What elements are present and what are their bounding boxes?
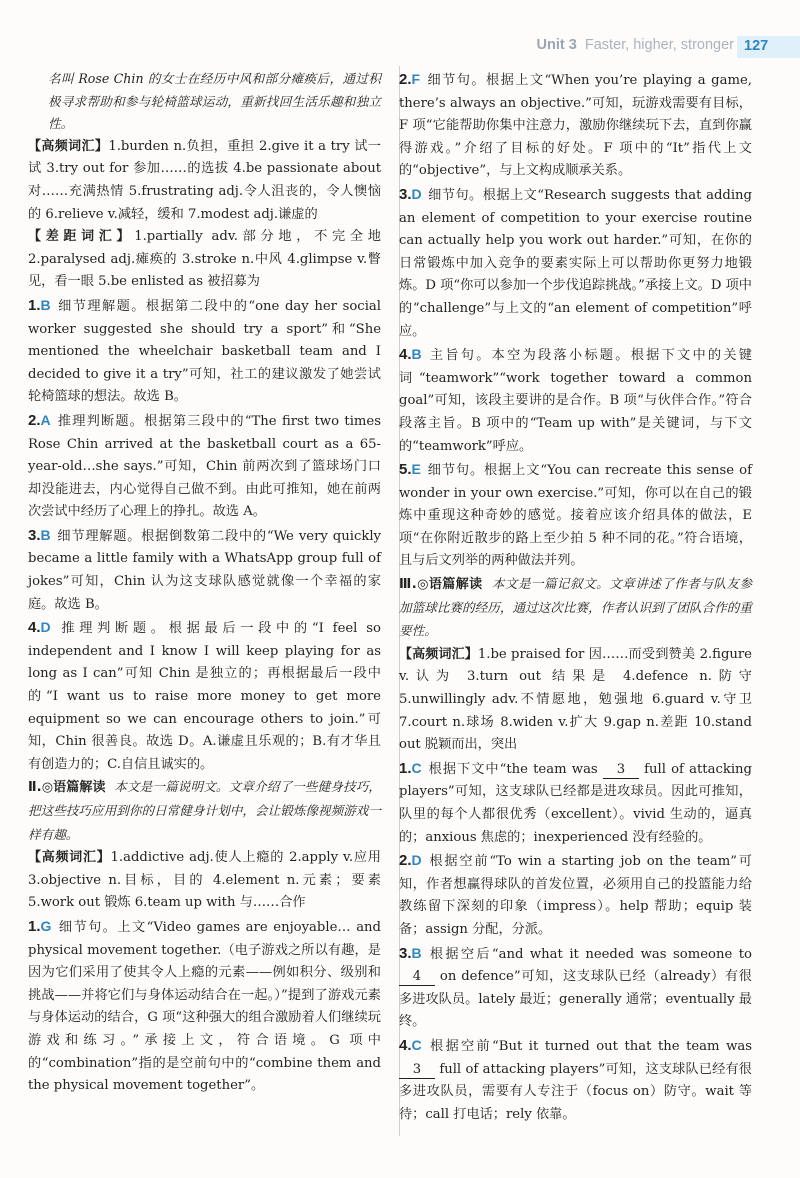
answer-letter: B <box>40 296 51 313</box>
question-number: 3. <box>399 944 412 962</box>
unit-subtitle: Faster, higher, stronger <box>584 37 734 53</box>
question-number: 4. <box>28 619 41 637</box>
question-number: 4. <box>399 1036 412 1054</box>
answer-item <box>28 915 381 1098</box>
answer-item <box>28 616 381 776</box>
answer-item <box>399 757 752 849</box>
answer-explanation: 主旨句。本空为段落小标题。根据下文中的关键词“teamwork”“work together toward a common goal”可知，该段主要讲的是合作。B 项“与伙伴合作。”符合段落主旨。B 项中的“Team up with”是关键词，与下文的“teamwork”呼应。 <box>399 348 752 454</box>
answer-item <box>399 1034 752 1126</box>
answer-explanation: 细节句。根据上文“Research suggests that adding an element of competition to your exercise routine can actually help you work out harder.”可知，在你的日常锻炼中加入竞争的要素实际上可以帮助你更努力地锻炼。D 项“你可以参加一个步伐追踪挑战。”承接上文。D 项中的“challenge”与上文的“an element of competition”呼应。 <box>399 187 752 339</box>
answer-letter: D <box>411 185 422 202</box>
answer-letter: G <box>40 917 52 934</box>
section-summary: 本文是一篇说明文。文章介绍了一些健身技巧，把这些技巧应用到你的日常健身计划中，会让锻炼像视频游戏一样有趣。 <box>28 779 381 842</box>
vocab-heading: 【高频词汇】 <box>28 138 109 154</box>
unit-label: Unit 3 <box>536 37 577 53</box>
answer-letter: D <box>411 852 422 869</box>
answer-item <box>399 849 752 941</box>
answer-item <box>399 343 752 458</box>
passage-reading-note <box>28 776 381 847</box>
vocab-heading: 【差距词汇】 <box>28 229 135 245</box>
page-header <box>0 0 800 68</box>
answer-explanation: 推理判断题。根据最后一段中的“I feel so independent and I know I will keep playing for as long as I can”可知 Chin 是独立的；再根据最后一段中的“I want us to raise more money to get more equipment so we can encourage others to join.”可知，Chin 很善良。故选 D。A.谦虚且乐观的；B.有才华且有创造力的；C.自信且诚实的。 <box>28 621 381 772</box>
blank-number: 4 <box>399 968 435 986</box>
answer-explanation: 根据空前“To win a starting job on the team”可知，作者想赢得球队的首发位置，必须用自己的投篮能力给教练留下深刻的印象（impress）。help 帮助；equip 装备；assign 分配，分派。 <box>399 854 752 937</box>
question-number: 3. <box>399 185 412 203</box>
question-number: 1. <box>28 917 41 935</box>
answer-item <box>399 942 752 1034</box>
question-number: 1. <box>399 759 412 777</box>
vocab-block <box>28 136 381 226</box>
question-number: 1. <box>28 296 41 314</box>
answer-explanation-end: full of attacking players”可知，这支球队已经有很多进攻队员，需要有人专注于（focus on）防守。wait 等待；call 打电话；rely 依靠。 <box>399 1061 752 1122</box>
answer-explanation: 细节理解题。根据倒数第二段中的“We very quickly became a little family with a WhatsApp group full of jokes”可知，Chin 认为这支球队感觉就像一个幸福的家庭。故选 B。 <box>28 528 381 612</box>
section-heading: Ⅱ.◎语篇解读 <box>28 780 106 796</box>
answer-item <box>399 68 752 183</box>
answer-explanation-start: 根据下文中“the team was <box>427 761 598 777</box>
vocab-list: 1.burden n.负担，重担 2.give it a try 试一试 3.try out for 参加……的选拔 4.be passionate about 对……充满热情 5.frustrating adj.令人沮丧的，令人懊恼的 6.relieve v.减轻，缓和 7.modest adj.谦虚的 <box>28 138 381 222</box>
vocab-heading: 【高频词汇】 <box>28 850 111 866</box>
left-column <box>28 68 381 1098</box>
answer-letter: C <box>411 1036 422 1053</box>
passage-reading-note <box>399 573 752 644</box>
answer-letter: B <box>40 526 51 543</box>
question-number: 4. <box>399 346 412 364</box>
blank-number: 3 <box>603 761 639 779</box>
answer-explanation-end: on defence”可知，这支球队已经（already）有很多进攻队员。lately 最近；generally 通常；eventually 最终。 <box>399 969 752 1030</box>
answer-explanation-end: full of attacking players”可知，这支球队已经都是进攻球员。因此可推知，队里的每个人都很优秀（excellent）。vivid 生动的，逼真的；anxious 焦虑的；inexperienced 没有经验的。 <box>399 761 752 845</box>
answer-letter: A <box>40 411 51 428</box>
answer-explanation: 推理判断题。根据第三段中的“The first two times Rose Chin arrived at the basketball court as a 65-year-old…she says.”可知，Chin 前两次到了篮球场门口却没能进去，内心觉得自己做不到。由此可推知，她在前两次尝试中经历了心理上的挣扎。故选 A。 <box>28 413 381 520</box>
section-summary: 本文是一篇记叙文。文章讲述了作者与队友参加篮球比赛的经历，通过这次比赛，作者认识到了团队合作的重要性。 <box>399 576 753 639</box>
question-number: 5. <box>399 461 412 479</box>
answer-letter: F <box>411 71 421 87</box>
answer-explanation-start: 根据空前“But it turned out that the team was <box>427 1038 752 1054</box>
answer-explanation-start: 根据空后“and what it needed was someone to <box>427 946 752 962</box>
section-heading: Ⅲ.◎语篇解读 <box>399 577 483 593</box>
vocab-heading: 【高频词汇】 <box>399 646 478 662</box>
answer-item <box>399 183 752 343</box>
question-number: 3. <box>28 526 41 544</box>
answer-letter: C <box>411 759 422 776</box>
answer-letter: D <box>40 619 51 636</box>
answer-letter: B <box>411 944 422 961</box>
question-number: 2. <box>399 852 412 870</box>
blank-number: 3 <box>399 1061 435 1079</box>
vocab-block <box>28 226 381 294</box>
answer-explanation: 细节句。上文“Video games are enjoyable… and physical movement together.（电子游戏之所以有趣，是因为它们采用了使其令人上瘾的元素——例如积分、级别和挑战——并将它们与身体运动结合在一起。）”提到了游戏元素与身体运动的结合，G 项“这种强大的组合激励着人们继续玩游戏和练习。”承接上文，符合语境。G 项中的“combination”指的是空前句中的“combine them and the physical movement together”。 <box>28 919 381 1094</box>
vocab-block <box>28 847 381 915</box>
answer-explanation: 细节理解题。根据第二段中的“one day her social worker suggested she should try a sport”和“She mentioned the wheelchair basketball team and I decided to give it a try”可知，社工的建议激发了她尝试轮椅篮球的想法。故选 B。 <box>28 298 381 405</box>
answer-item <box>399 458 752 573</box>
vocab-list: 1.addictive adj.使人上瘾的 2.apply v.应用 3.objective n.目标，目的 4.element n.元素；要素 5.work out 锻炼 6.team up with 与……合作 <box>28 850 381 911</box>
answer-explanation: 细节句。根据上文“You can recreate this sense of wonder in your own exercise.”可知，你可以在自己的锻炼中重现这种奇妙的感觉。接着应该介绍具体的做法，E 项“在你附近散步的路上至少拍 5 种不同的花。”符合语境，且与后文列举的两种做法并列。 <box>399 463 752 569</box>
vocab-block <box>399 644 752 757</box>
answer-item <box>28 409 381 524</box>
running-head <box>537 37 734 53</box>
answer-letter: E <box>411 461 421 478</box>
answer-letter: B <box>411 346 422 363</box>
right-column <box>399 68 752 1126</box>
answer-item <box>28 294 381 409</box>
question-number: 2. <box>399 71 412 88</box>
page-number-box <box>737 36 800 58</box>
answer-explanation: 细节句。根据上文“When you’re playing a game, there’s always an objective.”可知，玩游戏需要有目标，F 项“它能帮助你集中注意力，激励你继续玩下去，直到你赢得游戏。”介绍了目标的好处。F 项中的“It”指代上文的“objective”，与上文构成顺承关系。 <box>399 73 752 179</box>
question-number: 2. <box>28 411 41 429</box>
passage-summary: 名叫 Rose Chin 的女士在经历中风和部分瘫痪后，通过积极寻求帮助和参与轮椅篮球运动，重新找回生活乐趣和独立性。 <box>48 71 381 132</box>
answer-item <box>28 524 381 616</box>
vocab-list: 1.be praised for 因……而受到赞美 2.figure v.认为 3.turn out 结果是 4.defence n.防守 5.unwillingly adv.不情愿地，勉强地 6.guard v.守卫 7.court n.球场 8.widen v.扩大 9.gap n.差距 10.stand out 脱颖而出，突出 <box>399 646 752 753</box>
page-number: 127 <box>744 38 769 54</box>
vocab-list: 1.partially adv.部分地，不完全地 2.paralysed adj.瘫痪的 3.stroke n.中风 4.glimpse v.瞥见，看一眼 5.be enlisted as 被招募为 <box>28 229 381 290</box>
